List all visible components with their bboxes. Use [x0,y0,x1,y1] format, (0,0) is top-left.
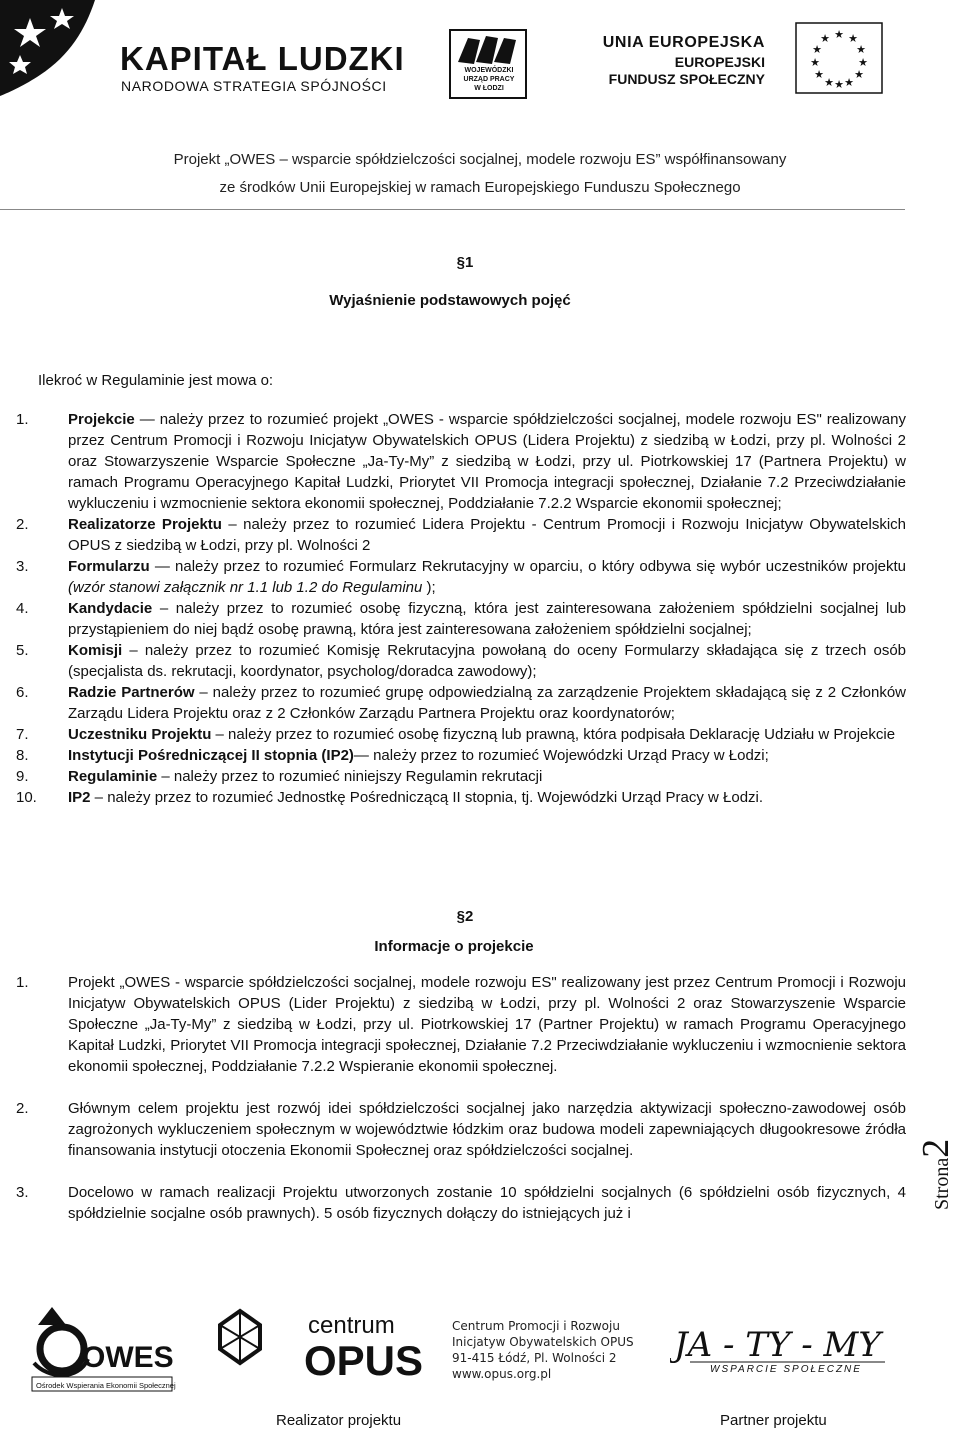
definition-number: 9. [16,768,29,785]
info-item [16,1098,906,1161]
definition-text: – należy przez to rozumieć grupę odpowiedzialną za zarządzenie Projektem składającą się z 2 Członków Zarządu Lidera Projektu oraz z 2 Członków Zarządu Partnera Projektu oraz koordynatorów; [68,684,906,722]
definition-body [68,598,906,640]
info-number: 3. [16,1184,29,1201]
definition-note: (wzór stanowi załącznik nr 1.1 lub 1.2 do Regulaminu [68,579,423,596]
svg-text:★: ★ [814,68,824,81]
definition-body [68,640,906,682]
opus-address [452,1318,634,1382]
svg-text:★: ★ [824,76,834,89]
svg-text:★: ★ [834,28,844,41]
definition-body [68,787,906,808]
definition-term: IP2 [68,789,91,806]
address-line-4[interactable]: www.opus.org.pl [452,1367,552,1381]
kapital-ludzki-title: KAPITAŁ LUDZKI [120,40,405,77]
definition-number: 7. [16,726,29,743]
page-label-word: Strona [931,1157,953,1210]
eu-union-label: UNIA EUROPEJSKA [602,34,765,51]
definition-item [16,514,906,556]
opus-name: OPUS [304,1337,424,1384]
ja-ty-my-logo [670,1318,900,1378]
definition-body [68,724,906,745]
owes-logo [30,1303,180,1395]
definition-body [68,556,906,598]
svg-text:★: ★ [812,43,822,56]
section-2-sign: §2 [456,908,474,925]
definition-tail: ); [422,579,436,596]
eu-fund-label-2: FUNDUSZ SPOŁECZNY [608,71,765,87]
svg-text:★: ★ [856,43,866,56]
definition-item [16,409,906,514]
project-header-line-2: ze środków Unii Europejskiej w ramach Europejskiego Funduszu Społecznego [219,179,741,196]
address-line-3: 91-415 Łódź, Pl. Wolności 2 [452,1351,617,1365]
wup-line-3: W ŁODZI [474,85,504,92]
info-number: 2. [16,1100,29,1117]
header-divider [0,209,905,210]
address-line-2: Inicjatyw Obywatelskich OPUS [452,1335,634,1349]
definition-item [16,598,906,640]
definition-term: Realizatorze Projektu [68,516,222,533]
wup-line-2: URZĄD PRACY [463,76,515,83]
section-1-title: Wyjaśnienie podstawowych pojęć [329,292,571,309]
wup-line-1: WOJEWÓDZKI [464,67,514,74]
project-info-list [16,972,906,1224]
project-header-line-1: Projekt „OWES – wsparcie spółdzielczości socjalnej, modele rozwoju ES” współfinansowany [173,151,787,168]
wup-logo-text [456,66,522,93]
svg-text:★: ★ [810,56,820,69]
eu-fund-label-1: EUROPEJSKI [674,54,765,70]
definition-item [16,787,906,808]
definition-term: Kandydacie [68,600,153,617]
definition-number: 2. [16,516,29,533]
definition-term: Radzie Partnerów [68,684,195,701]
owes-caption: Ośrodek Wspierania Ekonomii Społecznej [36,1381,176,1390]
svg-text:★: ★ [854,68,864,81]
ja-ty-my-caption: WSPARCIE SPOŁECZNE [710,1364,862,1375]
info-text: Głównym celem projektu jest rozwój idei spółdzielczości socjalnej jako narzędzia aktywizacji społeczno-zawodowej osób zagrożonych wykluczeniem społecznym w województwie łódzkim oraz budowa modeli zapewniających długookresowe źródła finansowania instytucji otoczenia Ekonomii Społecznej oraz spółdzielczości socjalnej. [68,1100,906,1159]
page-number: 2 [918,1138,957,1158]
info-text: Projekt „OWES - wsparcie spółdzielczości socjalnej, modele rozwoju ES" realizowany jest przez Centrum Promocji i Rozwoju Inicjatyw Obywatelskich OPUS (Lider Projektu) z siedzibą w Łodzi, przy pl. Wolności 2 oraz Stowarzyszenie Wsparcie Społeczne „Ja-Ty-My” z siedzibą w Łodzi, przy ul. Piotrkowskiej 17 (Partner Projektu) w ramach Programu Operacyjnego Kapitał Ludzki, Priorytet VII Promocja integracji społecznej, Działanie 7.2 Przeciwdziałanie wykluczeniu i wzmocnienie sektora ekonomii społecznej, Poddziałanie 7.2.2 Wspieranie ekonomii społecznej. [68,974,906,1075]
definition-text: – należy przez to rozumieć osobę fizyczną, która jest zainteresowana założeniem spółdzielni socjalnej lub przystąpieniem do niej bądź osobę prawną, która jest zainteresowana założeniem spółdzielni socjalnej; [68,600,906,638]
info-text: Docelowo w ramach realizacji Projektu utworzonych zostanie 10 spółdzielni socjalnych (6 spółdzielni osób fizycznych, 4 spółdzielnie socjalne osób prawnych). 5 osób fizycznych dołączy do istniejących już i [68,1184,906,1222]
section-1-intro: Ilekroć w Regulaminie jest mowa o: [38,372,274,389]
definition-term: Uczestniku Projektu [68,726,212,743]
definition-text: – należy przez to rozumieć Jednostkę Pośredniczącą II stopnia, tj. Wojewódzki Urząd Pracy w Łodzi. [90,789,764,806]
definition-term: Projekcie [68,411,135,428]
definition-term: Komisji [68,642,123,659]
definition-number: 5. [16,642,29,659]
definition-term: Instytucji Pośredniczącej II stopnia (IP2) [68,747,354,764]
definition-number: 1. [16,411,29,428]
definition-number: 3. [16,558,29,575]
definition-term: Regulaminie [68,768,158,785]
definition-text: ― należy przez to rozumieć Formularz Rekrutacyjny w oparciu, o który odbywa się wybór uczestników projektu [149,558,906,575]
definition-item [16,745,906,766]
page-label [918,1139,957,1210]
definition-text: – należy przez to rozumieć Komisję Rekrutacyjna powołaną do oceny Formularzy składająca się z trzech osób (specjalista ds. rekrutacji, koordynator, psycholog/doradca zawodowy); [68,642,906,680]
svg-text:★: ★ [834,78,844,91]
definition-term: Formularzu [68,558,150,575]
info-item [16,972,906,1077]
definition-text: ― należy przez to rozumieć projekt „OWES - wsparcie spółdzielczości socjalnej, modele rozwoju ES" realizowany przez Centrum Promocji i Rozwoju Inicjatyw Obywatelskich OPUS (Lidera Projektu) z siedzibą w Łodzi, przy pl. Wolności 2 oraz Stowarzyszenie Wsparcie Społeczne „Ja-Ty-My” z siedzibą w Łodzi, przy ul. Piotrkowskiej 17 (Partnera Projektu) w ramach Programu Operacyjnego Kapitał Ludzki, Priorytet VII Promocja integracji społecznej, Działanie 7.2 Przeciwdziałanie wykluczeniu i wzmocnienie sektora ekonomii społecznej, Poddziałanie 7.2.2 Wsparcie ekonomii społecznej; [68,411,906,512]
definition-body [68,766,906,787]
svg-text:★: ★ [844,76,854,89]
svg-text:★: ★ [848,32,858,45]
definition-item [16,766,906,787]
eu-text [603,34,765,87]
definition-body [68,682,906,724]
eu-flag-icon [795,22,883,94]
definition-item [16,724,906,745]
opus-logo [200,1305,440,1385]
info-item [16,1182,906,1224]
definition-text: – należy przez to rozumieć Lidera Projektu - Centrum Promocji i Rozwoju Inicjatyw Obywatelskich OPUS z siedzibą w Łodzi, przy pl. Wolności 2 [68,516,906,554]
opus-top-word: centrum [308,1312,395,1339]
definition-body [68,409,906,514]
svg-text:★: ★ [820,32,830,45]
definition-body [68,514,906,556]
kapital-ludzki-subtitle: NARODOWA STRATEGIA SPÓJNOŚCI [121,78,387,94]
realizator-label: Realizator projektu [276,1412,402,1429]
definitions-list [16,409,906,808]
owes-name: OWES [82,1341,174,1374]
definition-item [16,640,906,682]
section-2-title: Informacje o projekcie [374,938,534,955]
section-1-sign: §1 [456,254,474,271]
svg-text:★: ★ [858,56,868,69]
partner-label: Partner projektu [720,1412,827,1429]
definition-number: 10. [16,789,37,806]
ja-ty-my-name: JA - TY - MY [674,1325,881,1365]
page-number-label [918,1110,958,1220]
definition-number: 4. [16,600,29,617]
definition-item [16,556,906,598]
definition-text: – należy przez to rozumieć osobę fizyczną lub prawną, która podpisała Deklarację Udziału w Projekcie [211,726,896,743]
definition-text: – należy przez to rozumieć niniejszy Regulamin rekrutacji [157,768,543,785]
definition-number: 6. [16,684,29,701]
definition-item [16,682,906,724]
definition-body [68,745,906,766]
definition-number: 8. [16,747,29,764]
kapital-ludzki-emblem [0,0,110,100]
address-line-1: Centrum Promocji i Rozwoju [452,1319,620,1333]
definition-text: ― należy przez to rozumieć Wojewódzki Urząd Pracy w Łodzi; [353,747,769,764]
info-number: 1. [16,974,29,991]
